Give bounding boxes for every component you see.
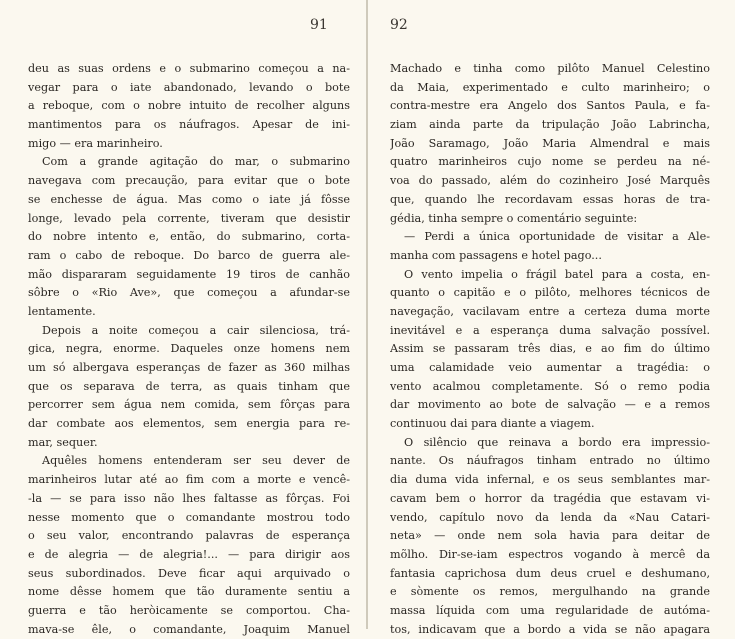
text-line: tos, indicavam que a bordo a vida se não apagara bbox=[390, 622, 710, 636]
text-line: Depois a noite começou a cair silenciosa, trá- bbox=[42, 323, 350, 337]
text-line: mão dispararam seguidamente 19 tiros de canhão bbox=[28, 267, 350, 281]
text-line: uma calamidade veio aumentar a tragédia: o bbox=[390, 361, 710, 374]
text-line: massa líquida com uma regularidade de autóma- bbox=[390, 603, 710, 617]
text-line: e de alegria — de alegria!... — para dirigir aos bbox=[28, 547, 350, 561]
text-line: nante. Os náufragos tinham entrado no último bbox=[390, 454, 710, 468]
text-line: longe, levado pela corrente, tiveram que desistir bbox=[28, 211, 350, 225]
text-line: dar combate aos elementos, sem energia para re- bbox=[28, 417, 350, 431]
text-line: dia duma vida infernal, e os seus semblantes mar- bbox=[390, 473, 710, 487]
right-page bbox=[368, 0, 735, 636]
text-line: ram o cabo de reboque. Do barco de guerra ale- bbox=[28, 248, 350, 262]
page-number: 91 bbox=[310, 17, 328, 33]
text-line: continuou dai para diante a viagem. bbox=[390, 417, 595, 431]
text-line: inevitável e a esperança duma salvação possível. bbox=[390, 323, 710, 337]
text-line: ziam ainda parte da tripulação João Labrincha, bbox=[390, 118, 710, 132]
page-number: 92 bbox=[390, 17, 408, 33]
text-line: navegação, vacilavam entre a certeza duma morte bbox=[390, 304, 710, 318]
page-body bbox=[28, 60, 350, 639]
text-line: — Perdi a única oportunidade de visitar a Ale- bbox=[404, 230, 710, 244]
text-line: seus subordinados. Deve ficar aqui arquivado o bbox=[28, 566, 350, 580]
text-line: migo — era marinheiro. bbox=[28, 136, 163, 150]
left-page bbox=[0, 0, 366, 636]
text-line: Machado e tinha como pilôto Manuel Celestino bbox=[390, 62, 710, 75]
text-line: navegava com precaução, para evitar que o bote bbox=[28, 174, 350, 188]
text-line: O vento impelia o frágil batel para a costa, en- bbox=[404, 267, 710, 281]
text-line: mõlho. Dir-se-iam espectros vogando à mercê da bbox=[390, 547, 710, 561]
text-line: gica, negra, enorme. Daqueles onze homens nem bbox=[28, 342, 350, 356]
text-line: manha com passagens e hotel pago... bbox=[390, 248, 602, 262]
text-line: um só albergava esperanças de fazer as 360 milhas bbox=[28, 361, 350, 374]
text-line: vegar para o iate abandonado, levando o bote bbox=[28, 80, 350, 94]
text-line: deu as suas ordens e o submarino começou a na- bbox=[28, 62, 350, 75]
text-line: -la — se para isso não lhes faltasse as fôrças. Foi bbox=[28, 491, 350, 505]
text-line: mava-se êle, o comandante, Joaquim Manuel bbox=[28, 622, 350, 636]
text-line: percorrer sem água nem comida, sem fôrças para bbox=[28, 398, 350, 412]
text-line: que, quando lhe recordavam essas horas de tra- bbox=[390, 192, 710, 206]
text-line: fantasia caprichosa dum deus cruel e deshumano, bbox=[390, 566, 710, 580]
text-line: e sòmente os remos, mergulhando na grande bbox=[390, 585, 710, 599]
text-line: Com a grande agitação do mar, o submarino bbox=[42, 155, 350, 169]
text-line: João Saramago, João Maria Almendral e mais bbox=[390, 136, 710, 150]
text-line: Assim se passaram três dias, e ao fim do último bbox=[390, 342, 710, 356]
text-line: a reboque, com o nobre intuito de recolher alguns bbox=[28, 99, 350, 113]
text-line: da Maia, experimentado e culto marinheiro; o bbox=[390, 80, 710, 94]
text-line: cavam bem o horror da tragédia que estavam vi- bbox=[390, 491, 710, 505]
text-line: quatro marinheiros cujo nome se perdeu na né- bbox=[390, 155, 710, 169]
text-line: nome dêsse homem que tão duramente sentiu a bbox=[28, 585, 350, 599]
text-line: contra-mestre era Angelo dos Santos Paula, e fa- bbox=[390, 99, 710, 113]
text-line: do nobre intento e, então, do submarino, corta- bbox=[28, 230, 350, 244]
text-line: gédia, tinha sempre o comentário seguinte: bbox=[390, 211, 638, 225]
text-line: que os separava de terra, as quais tinham que bbox=[28, 379, 350, 393]
text-line: se enchesse de água. Mas como o iate já fôsse bbox=[28, 192, 350, 206]
text-line: o seu valor, encontrando palavras de esperança bbox=[28, 529, 350, 543]
text-line: marinheiros lutar até ao fim com a morte e vencê- bbox=[28, 473, 350, 487]
text-line: O silêncio que reinava a bordo era impressio- bbox=[404, 435, 710, 449]
text-line: dar movimento ao bote de salvação — e a remos bbox=[390, 398, 710, 412]
text-line: neta» — onde nem sola havia para deitar de bbox=[390, 529, 710, 543]
text-line: Aquêles homens entenderam ser seu dever de bbox=[42, 454, 350, 468]
page-body bbox=[390, 60, 710, 639]
text-line: quanto o capitão e o pilôto, melhores técnicos de bbox=[390, 286, 710, 300]
text-line: voa do passado, além do cozinheiro José Marquês bbox=[390, 174, 710, 188]
text-line: mantimentos para os náufragos. Apesar de ini- bbox=[28, 118, 350, 132]
text-line: guerra e tão heròicamente se comportou. Cha- bbox=[28, 603, 350, 617]
text-line: vento acalmou completamente. Só o remo podia bbox=[390, 379, 710, 393]
text-line: mar, sequer. bbox=[28, 435, 98, 449]
text-line: lentamente. bbox=[28, 304, 96, 318]
text-line: vendo, capítulo novo da lenda da «Nau Catari- bbox=[390, 510, 710, 524]
text-line: sôbre o «Rio Ave», que começou a afundar-se bbox=[28, 286, 350, 300]
text-line: nesse momento que o comandante mostrou todo bbox=[28, 510, 350, 524]
